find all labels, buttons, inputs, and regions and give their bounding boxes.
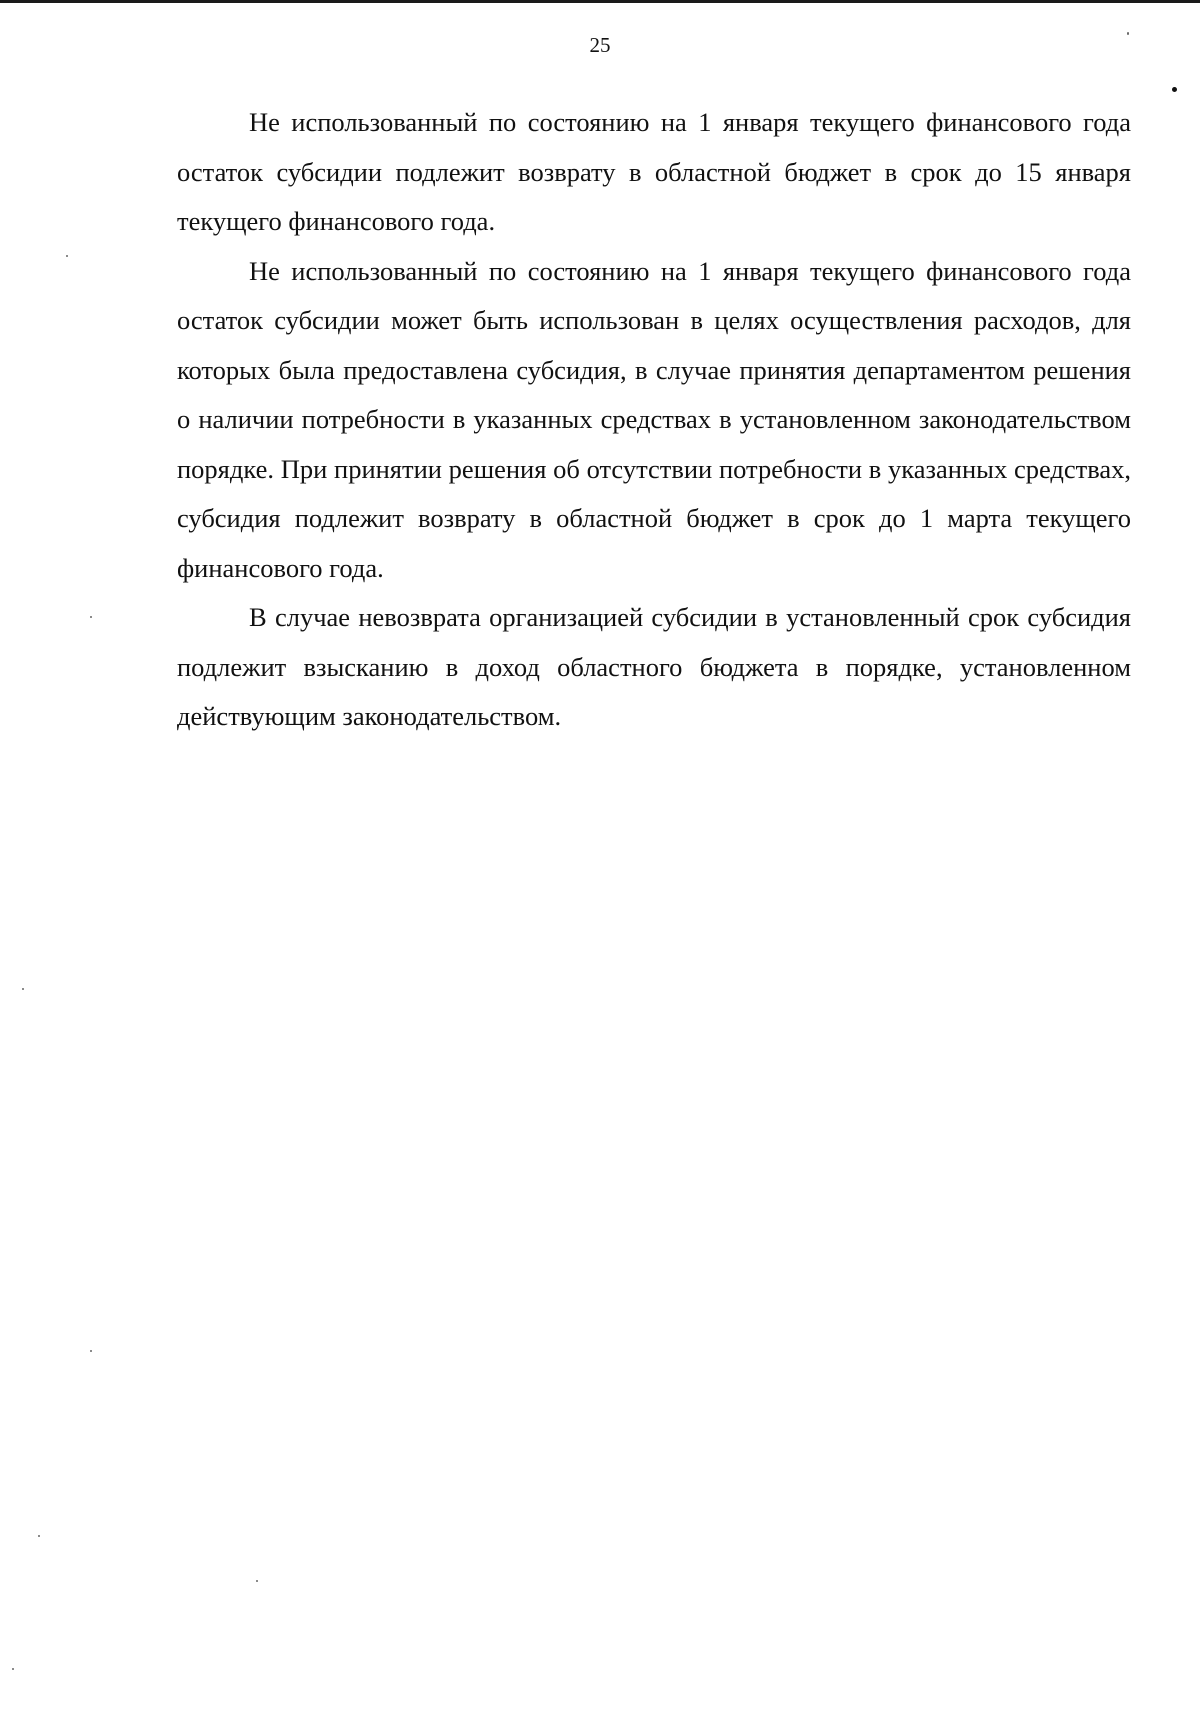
paragraph-subsidy-use: Не использованный по состоянию на 1 января текущего финансового года остаток субсидии может быть использован в целях осуществления расходов, для которых была предоставлена субсидия, в случае принятия департаментом решения о наличии потребности в указанных средствах в установленном законодательством порядке. При принятии решения об отсутствии потребности в указанных средствах, субсидия подлежит возврату в областной бюджет в срок до 1 марта текущего финансового года. — [177, 255, 1131, 583]
document-body — [177, 98, 1131, 742]
scan-speck — [12, 1668, 14, 1670]
paragraph-subsidy-recovery: В случае невозврата организацией субсидии в установленный срок субсидия подлежит взысканию в доход областного бюджета в порядке, установленном действующим законодательством. — [177, 602, 1131, 731]
page-number: 25 — [589, 33, 611, 57]
scan-speck — [22, 988, 24, 990]
paragraph-subsidy-return: Не использованный по состоянию на 1 января текущего финансового года остаток субсидии подлежит возврату в областной бюджет в срок до 15 января текущего финансового года. — [177, 107, 1131, 236]
scan-speck — [1172, 87, 1177, 92]
scan-speck — [256, 1580, 258, 1582]
scan-speck — [90, 616, 92, 618]
scan-speck — [90, 1350, 92, 1352]
scan-speck — [1127, 32, 1129, 35]
scan-top-border — [0, 0, 1200, 3]
scan-speck — [66, 255, 68, 257]
scan-speck — [38, 1535, 40, 1537]
